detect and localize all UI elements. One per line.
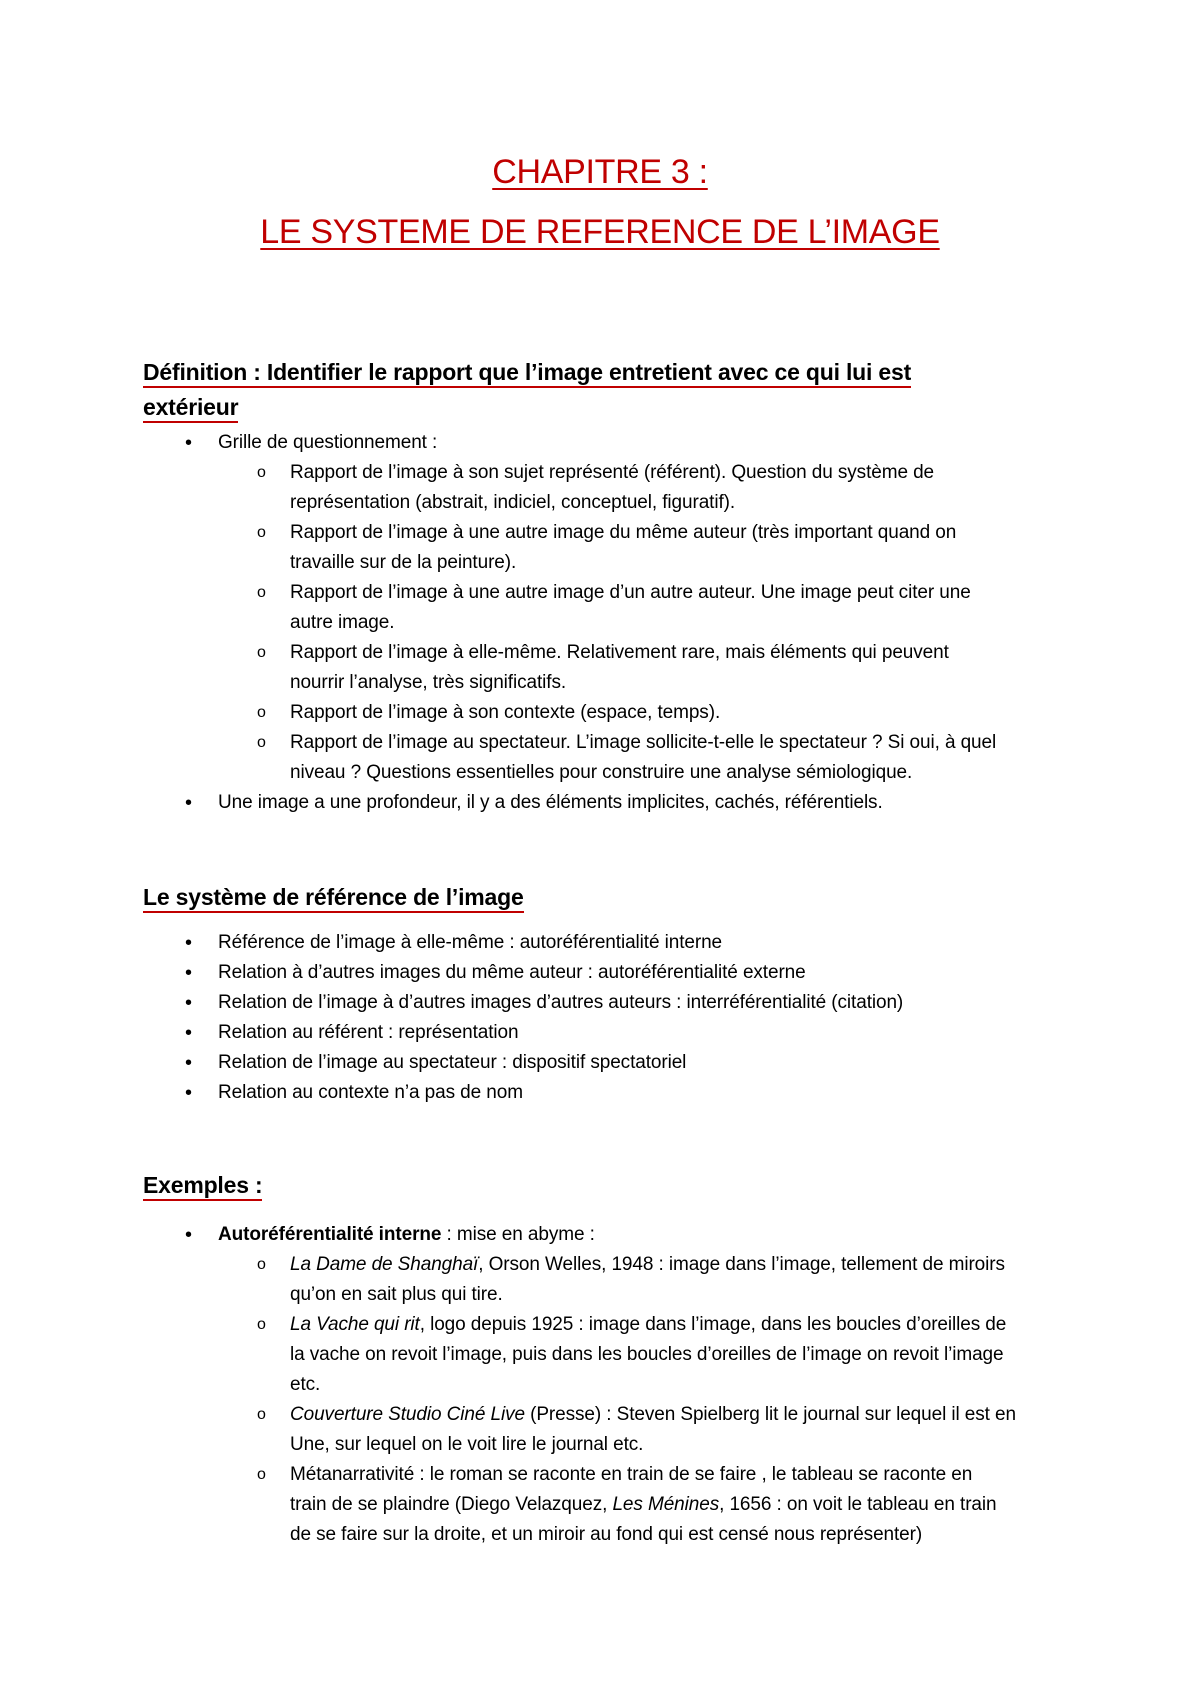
chapter-title: CHAPITRE 3 : (492, 153, 708, 191)
circle-bullet-icon: o (257, 644, 266, 661)
definition-heading-line1: Définition : Identifier le rapport que l’image entretient avec ce qui lui est (143, 359, 911, 388)
bullet-icon: • (185, 992, 192, 1014)
bullet-icon: • (185, 792, 192, 814)
circle-bullet-icon: o (257, 524, 266, 541)
circle-bullet-icon: o (257, 1256, 266, 1273)
circle-bullet-icon: o (257, 704, 266, 721)
circle-bullet-icon: o (257, 1406, 266, 1423)
systeme-heading: Le système de référence de l’image (143, 880, 524, 915)
bullet-icon: • (185, 432, 192, 454)
chapter-subtitle: LE SYSTEME DE REFERENCE DE L’IMAGE (260, 213, 940, 251)
circle-bullet-icon: o (257, 464, 266, 481)
bullet-icon: • (185, 1224, 192, 1246)
exemples-heading: Exemples : (143, 1168, 262, 1203)
document-page: CHAPITRE 3 : LE SYSTEME DE REFERENCE DE L’IMAGE Définition : Identifier le rapport que l’image entretient avec ce qui lui est extérieur • Grille de questionnement : o Rapport de l’image à son sujet représenté (référent). Question du système de représentation (abstrait, indiciel, conceptuel, figuratif). o Rapport de l’image à une autre image du même auteur (très important quand on travaille sur de la peinture). o Rapport de l’image à une autre image d’un autre auteur. Une image peut citer une autre image. o Rapport de l’image à elle-même. Relativement rare, mais éléments qui peuvent nourrir l’analyse, très significatifs. o Rapport de l’image à son contexte (espace, temps). o Rapport de l’image au spectateur. L’image sollicite-t-elle le spectateur ? Si oui, à quel niveau ? Questions essentielles pour construire une analyse sémiologique. • Une image a une profondeur, il y a des éléments implicites, cachés, référentiels. Le système de référence de l’image • Référence de l’image à elle-même : autoréférentialité interne • Relation à d’autres images du même auteur : autoréférentialité externe • Relation de l’image à d’autres images d’autres auteurs : interréférentialité (citation) • Relation au référent : représentation • Relation de l’image au spectateur : dispositif spectatoriel • Relation au contexte n’a pas de nom Exemples : • Autoréférentialité interne : mise en abyme : o La Dame de Shanghaï, Orson Welles, 1948 : image dans l’image, tellement de miroirs qu’on en sait plus qui tire. o La Vache qui rit, logo depuis 1925 : image dans l’image, dans les boucles d’oreilles de la vache on revoit l’image, puis dans les boucles d’oreilles de l’image on revoit l’image etc. o Couverture Studio Ciné Live (Presse) : Steven Spielberg lit le journal sur lequel il est en Une, sur lequel on le voit lire le journal etc. o Métanarrativité : le roman se raconte en train de se faire , le tableau se raconte en train de se plaindre (Diego Velazquez, Les Ménines, 1656 : on voit le tableau en train de se faire sur la droite, et un miroir au fond qui est censé nous représenter) (0, 0, 1200, 1698)
bullet-icon: • (185, 932, 192, 954)
bullet-icon: • (185, 962, 192, 984)
circle-bullet-icon: o (257, 1316, 266, 1333)
bullet-icon: • (185, 1052, 192, 1074)
circle-bullet-icon: o (257, 1466, 266, 1483)
definition-heading (143, 355, 911, 425)
bullet-icon: • (185, 1082, 192, 1104)
bullet-icon: • (185, 1022, 192, 1044)
circle-bullet-icon: o (257, 734, 266, 751)
circle-bullet-icon: o (257, 584, 266, 601)
definition-heading-line2: extérieur (143, 394, 238, 423)
